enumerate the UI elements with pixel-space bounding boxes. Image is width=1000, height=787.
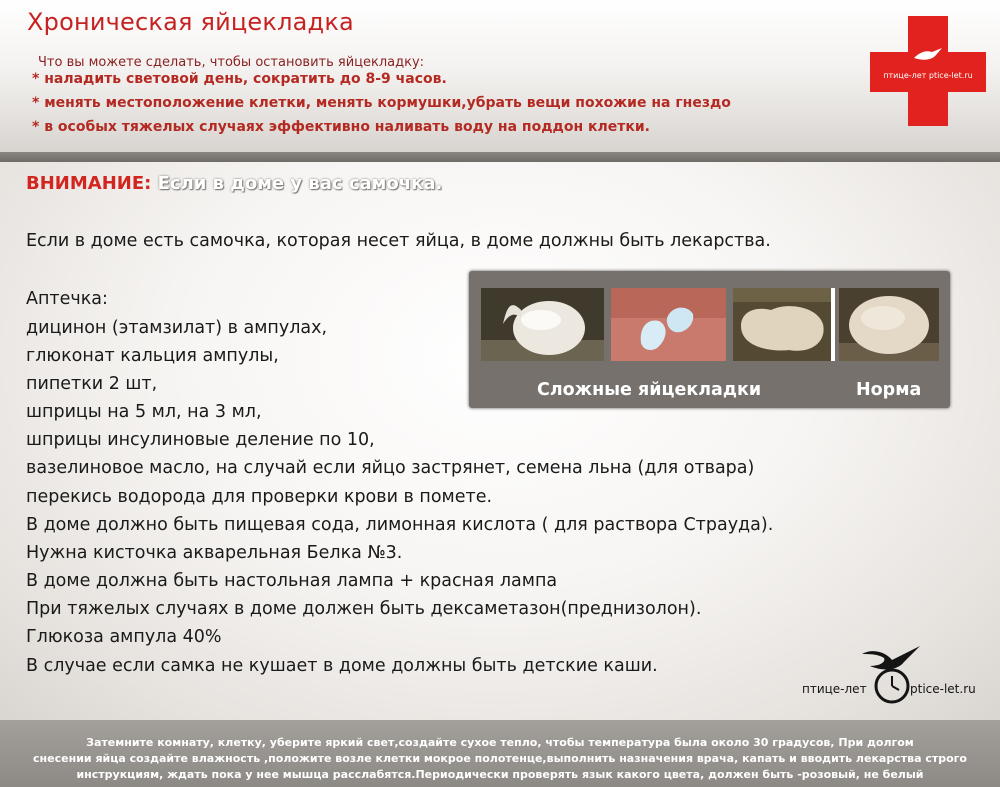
kit-item: шприцы инсулиновые деление по 10,	[26, 430, 375, 450]
kit-item: В доме должна быть настольная лампа + красная лампа	[26, 571, 558, 591]
bird-clock-logo-icon	[800, 640, 995, 710]
kit-item: В доме должно быть пищевая сода, лимонная кислота ( для раствора Страуда).	[26, 515, 774, 535]
footer-logo-left-text: птице-лет	[802, 682, 867, 696]
kit-item: Глюкоза ампула 40%	[26, 627, 222, 647]
intro-text: Если в доме есть самочка, которая несет яйца, в доме должны быть лекарства.	[26, 231, 771, 251]
kit-item: Нужна кисточка акварельная Белка №3.	[26, 543, 403, 563]
kit-title: Аптечка:	[26, 289, 108, 309]
kit-item: пипетки 2 шт,	[26, 374, 158, 394]
photo-separator	[831, 288, 835, 361]
kit-item: шприцы на 5 мл, на 3 мл,	[26, 402, 262, 422]
logo-text: птице-лет ptice-let.ru	[883, 71, 973, 80]
attention-line	[26, 173, 442, 194]
header-banner	[0, 0, 1000, 152]
tip-item: * менять местоположение клетки, менять кормушки,убрать вещи похожие на гнездо	[32, 95, 731, 111]
kit-item: глюконат кальция ампулы,	[26, 346, 279, 366]
footer-banner	[0, 720, 1000, 787]
kit-item: дицинон (этамзилат) в ампулах,	[26, 318, 328, 338]
egg-photos-panel	[469, 271, 950, 408]
egg-photo-shell-pieces	[611, 288, 726, 361]
header-subtitle: Что вы можете сделать, чтобы остановить яйцекладку:	[38, 55, 425, 70]
kit-item: перекись водорода для проверки крови в помете.	[26, 487, 493, 507]
header-divider	[0, 152, 1000, 162]
footer-line: инструкциям, ждать пока у нее мышца расслабятся.Периодически проверять язык какого цвета, должен быть -розовый, не белый	[76, 768, 924, 781]
tip-item: * в особых тяжелых случаях эффективно наливать воду на поддон клетки.	[32, 119, 650, 135]
footer-line: снесении яйца создайте влажность ,положите возле клетки мокрое полотенце,выполнить назначения врача, капать и вводить лекарства строго	[33, 752, 967, 765]
attention-text: Если в доме у вас самочка.	[157, 173, 443, 194]
kit-item: При тяжелых случаях в доме должен быть дексаметазон(преднизолон).	[26, 599, 702, 619]
egg-photo-elongated	[733, 288, 831, 361]
tip-item: * наладить световой день, сократить до 8-9 часов.	[32, 71, 447, 87]
medical-cross-logo-icon	[870, 16, 986, 126]
footer-logo-right-text: ptice-let.ru	[910, 682, 976, 696]
bird-clock-icon	[800, 640, 995, 710]
egg-photo-deformed	[481, 288, 604, 361]
caption-complex: Сложные яйцекладки	[537, 380, 762, 400]
egg-photo-normal	[839, 288, 939, 361]
kit-item: В случае если самка не кушает в доме должны быть детские каши.	[26, 656, 658, 676]
bird-icon	[912, 46, 944, 68]
kit-item: вазелиновое масло, на случай если яйцо застрянет, семена льна (для отвара)	[26, 458, 755, 478]
page-title: Хроническая яйцекладка	[27, 8, 354, 36]
attention-label: ВНИМАНИЕ:	[26, 173, 152, 194]
footer-line: Затемните комнату, клетку, уберите яркий свет,создайте сухое тепло, чтобы температура была около 30 градусов, При долгом	[86, 736, 914, 749]
caption-normal: Норма	[856, 380, 922, 400]
